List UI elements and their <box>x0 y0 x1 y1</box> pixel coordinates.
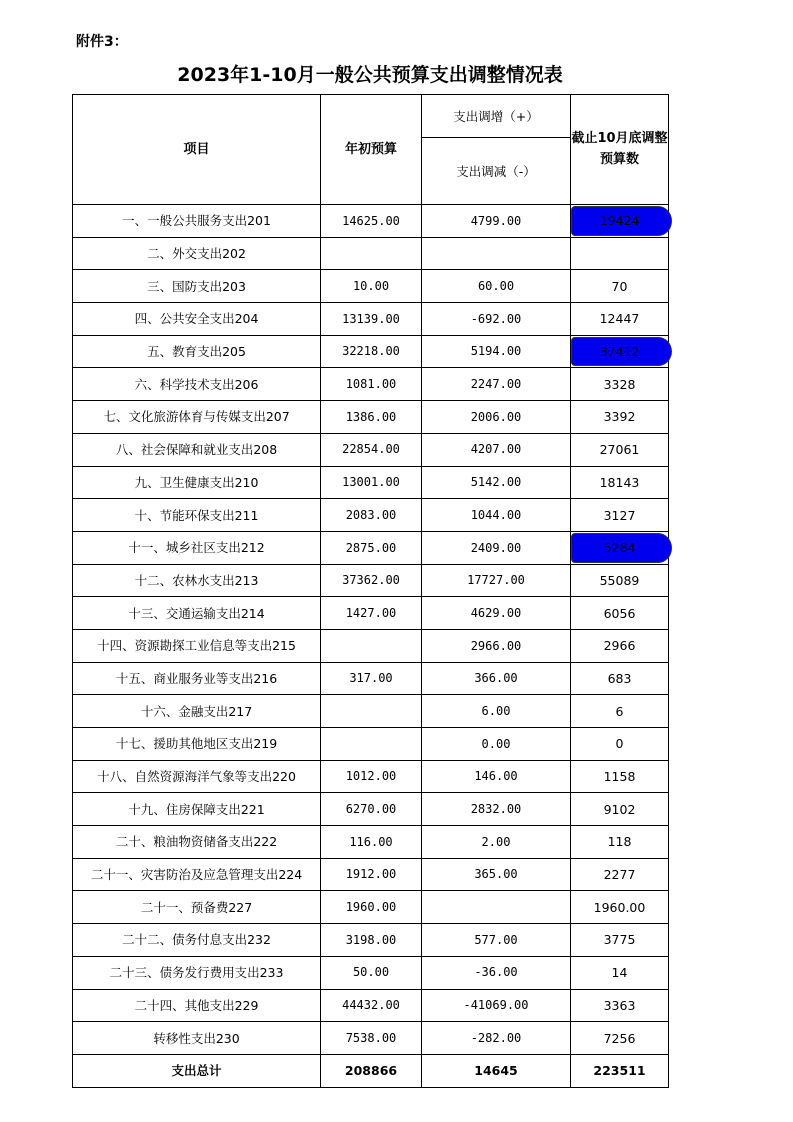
row-adjusted: 3127 <box>571 499 669 532</box>
row-item: 九、卫生健康支出210 <box>73 466 321 499</box>
budget-table <box>72 94 669 1088</box>
row-initial-budget: 1960.00 <box>321 891 422 924</box>
row-initial-budget: 7538.00 <box>321 1022 422 1055</box>
row-change: 2409.00 <box>422 531 571 564</box>
row-initial-budget: 44432.00 <box>321 989 422 1022</box>
row-adjusted-value: 37412 <box>599 344 640 360</box>
row-change: 577.00 <box>422 924 571 957</box>
table-row <box>73 564 669 597</box>
row-adjusted: 683 <box>571 662 669 695</box>
table-row <box>73 826 669 859</box>
total-label: 支出总计 <box>73 1054 321 1087</box>
row-adjusted: 0 <box>571 728 669 761</box>
row-change: -692.00 <box>422 303 571 336</box>
table-row <box>73 891 669 924</box>
table-row <box>73 466 669 499</box>
row-initial-budget <box>321 695 422 728</box>
row-item: 二十三、债务发行费用支出233 <box>73 956 321 989</box>
total-row <box>73 1054 669 1087</box>
row-change: 146.00 <box>422 760 571 793</box>
row-item: 一、一般公共服务支出201 <box>73 205 321 238</box>
row-item: 十五、商业服务业等支出216 <box>73 662 321 695</box>
table-row <box>73 237 669 270</box>
row-change: 366.00 <box>422 662 571 695</box>
row-item: 十六、金融支出217 <box>73 695 321 728</box>
row-adjusted: 2966 <box>571 629 669 662</box>
table-row <box>73 629 669 662</box>
row-adjusted <box>571 237 669 270</box>
row-adjusted: 14 <box>571 956 669 989</box>
row-item: 十三、交通运输支出214 <box>73 597 321 630</box>
row-change: 1044.00 <box>422 499 571 532</box>
attachment-label: 附件3： <box>76 34 128 50</box>
total-change: 14645 <box>422 1054 571 1087</box>
table-row <box>73 335 669 368</box>
row-change: 2006.00 <box>422 401 571 434</box>
row-initial-budget: 10.00 <box>321 270 422 303</box>
row-adjusted: 3392 <box>571 401 669 434</box>
row-initial-budget: 13001.00 <box>321 466 422 499</box>
row-item: 七、文化旅游体育与传媒支出207 <box>73 401 321 434</box>
row-item: 五、教育支出205 <box>73 335 321 368</box>
row-change: 2966.00 <box>422 629 571 662</box>
row-item: 十八、自然资源海洋气象等支出220 <box>73 760 321 793</box>
row-adjusted-value: 19424 <box>599 213 640 229</box>
row-item: 十四、资源勘探工业信息等支出215 <box>73 629 321 662</box>
table-row <box>73 205 669 238</box>
row-adjusted: 18143 <box>571 466 669 499</box>
header-initial-budget: 年初预算 <box>321 95 422 205</box>
table-row <box>73 956 669 989</box>
row-change: 5142.00 <box>422 466 571 499</box>
header-increase: 支出调增（+） <box>422 95 571 138</box>
row-change: 4207.00 <box>422 433 571 466</box>
row-item: 二十四、其他支出229 <box>73 989 321 1022</box>
header-decrease: 支出调减（-） <box>422 138 571 205</box>
row-change <box>422 237 571 270</box>
table-row <box>73 662 669 695</box>
row-adjusted <box>571 531 669 564</box>
table-row <box>73 858 669 891</box>
table-row <box>73 303 669 336</box>
table-row <box>73 433 669 466</box>
row-item: 四、公共安全支出204 <box>73 303 321 336</box>
row-initial-budget: 317.00 <box>321 662 422 695</box>
table-row <box>73 793 669 826</box>
row-item: 六、科学技术支出206 <box>73 368 321 401</box>
row-change <box>422 891 571 924</box>
row-change: 4799.00 <box>422 205 571 238</box>
row-item: 三、国防支出203 <box>73 270 321 303</box>
row-item: 十九、住房保障支出221 <box>73 793 321 826</box>
page-title: 2023年1-10月一般公共预算支出调整情况表 <box>177 64 563 86</box>
row-change: 17727.00 <box>422 564 571 597</box>
row-item: 二、外交支出202 <box>73 237 321 270</box>
row-adjusted-value: 5284 <box>603 540 636 556</box>
row-change: 60.00 <box>422 270 571 303</box>
row-initial-budget: 116.00 <box>321 826 422 859</box>
row-initial-budget: 1386.00 <box>321 401 422 434</box>
row-change: 6.00 <box>422 695 571 728</box>
row-adjusted: 118 <box>571 826 669 859</box>
row-initial-budget: 32218.00 <box>321 335 422 368</box>
table-row <box>73 597 669 630</box>
total-adjusted: 223511 <box>571 1054 669 1087</box>
row-initial-budget: 50.00 <box>321 956 422 989</box>
table-row <box>73 1022 669 1055</box>
table-row <box>73 401 669 434</box>
row-item: 转移性支出230 <box>73 1022 321 1055</box>
row-adjusted: 3775 <box>571 924 669 957</box>
row-initial-budget: 1012.00 <box>321 760 422 793</box>
table-row <box>73 728 669 761</box>
row-adjusted: 6056 <box>571 597 669 630</box>
table-row <box>73 531 669 564</box>
row-initial-budget: 3198.00 <box>321 924 422 957</box>
row-item: 十二、农林水支出213 <box>73 564 321 597</box>
table-row <box>73 924 669 957</box>
row-adjusted: 1158 <box>571 760 669 793</box>
row-initial-budget <box>321 629 422 662</box>
row-item: 二十一、预备费227 <box>73 891 321 924</box>
row-adjusted: 3328 <box>571 368 669 401</box>
row-adjusted <box>571 335 669 368</box>
row-item: 二十、粮油物资储备支出222 <box>73 826 321 859</box>
table-row <box>73 368 669 401</box>
row-item: 八、社会保障和就业支出208 <box>73 433 321 466</box>
row-adjusted: 7256 <box>571 1022 669 1055</box>
row-change: -282.00 <box>422 1022 571 1055</box>
total-initial-budget: 208866 <box>321 1054 422 1087</box>
row-adjusted: 9102 <box>571 793 669 826</box>
row-adjusted: 55089 <box>571 564 669 597</box>
row-adjusted: 6 <box>571 695 669 728</box>
row-adjusted: 27061 <box>571 433 669 466</box>
row-item: 十七、援助其他地区支出219 <box>73 728 321 761</box>
row-item: 十一、城乡社区支出212 <box>73 531 321 564</box>
row-item: 二十一、灾害防治及应急管理支出224 <box>73 858 321 891</box>
row-change: -36.00 <box>422 956 571 989</box>
row-change: 365.00 <box>422 858 571 891</box>
row-initial-budget: 6270.00 <box>321 793 422 826</box>
row-change: 0.00 <box>422 728 571 761</box>
row-change: 2247.00 <box>422 368 571 401</box>
header-item: 项目 <box>73 95 321 205</box>
row-initial-budget: 1912.00 <box>321 858 422 891</box>
row-change: 4629.00 <box>422 597 571 630</box>
row-initial-budget: 1081.00 <box>321 368 422 401</box>
row-initial-budget: 37362.00 <box>321 564 422 597</box>
row-adjusted: 12447 <box>571 303 669 336</box>
row-adjusted <box>571 205 669 238</box>
row-change: -41069.00 <box>422 989 571 1022</box>
row-item: 二十二、债务付息支出232 <box>73 924 321 957</box>
row-adjusted: 70 <box>571 270 669 303</box>
header-adjusted: 截止10月底调整预算数 <box>571 95 669 205</box>
row-initial-budget <box>321 237 422 270</box>
table-row <box>73 989 669 1022</box>
table-row <box>73 499 669 532</box>
row-initial-budget <box>321 728 422 761</box>
table-row <box>73 695 669 728</box>
row-initial-budget: 2875.00 <box>321 531 422 564</box>
row-initial-budget: 13139.00 <box>321 303 422 336</box>
table-row <box>73 760 669 793</box>
row-adjusted: 1960.00 <box>571 891 669 924</box>
row-adjusted: 2277 <box>571 858 669 891</box>
row-change: 2.00 <box>422 826 571 859</box>
row-change: 2832.00 <box>422 793 571 826</box>
row-item: 十、节能环保支出211 <box>73 499 321 532</box>
row-initial-budget: 14625.00 <box>321 205 422 238</box>
row-initial-budget: 2083.00 <box>321 499 422 532</box>
row-adjusted: 3363 <box>571 989 669 1022</box>
table-row <box>73 270 669 303</box>
row-initial-budget: 1427.00 <box>321 597 422 630</box>
row-initial-budget: 22854.00 <box>321 433 422 466</box>
table-body <box>73 205 669 1088</box>
row-change: 5194.00 <box>422 335 571 368</box>
